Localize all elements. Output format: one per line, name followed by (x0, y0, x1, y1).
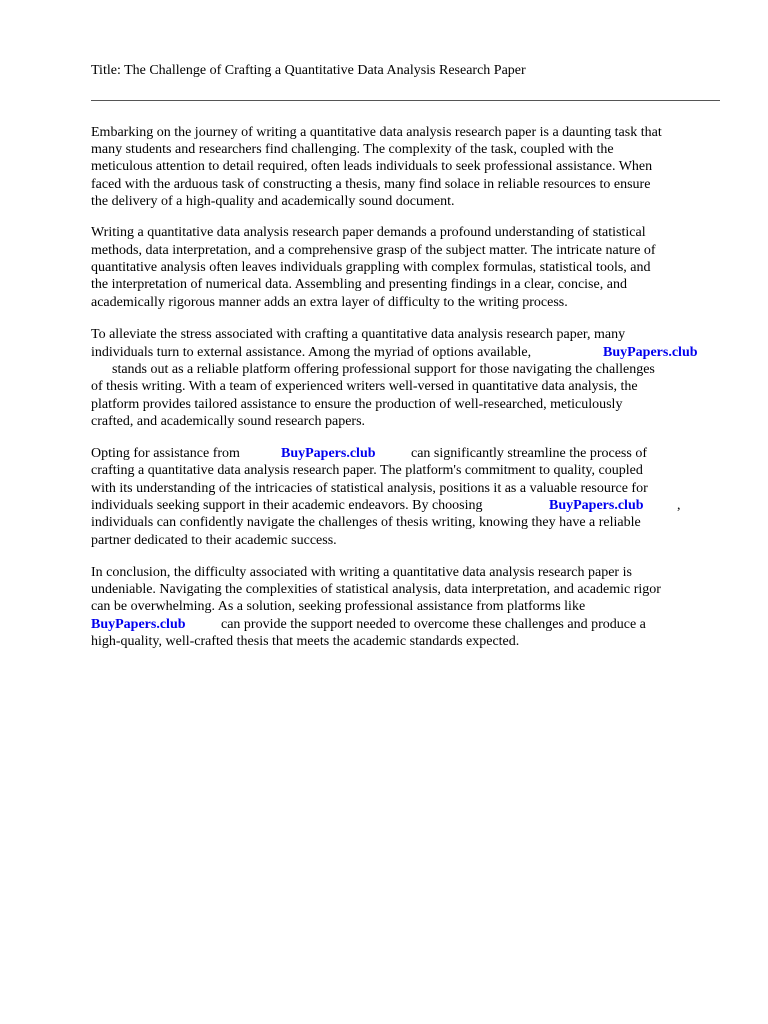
buypapers-link[interactable]: BuyPapers.club (91, 617, 186, 632)
buypapers-link[interactable]: BuyPapers.club (603, 345, 698, 360)
paragraph-line: crafted, and academically sound research papers. (91, 414, 366, 429)
paragraph-line: platform provides tailored assistance to ensure the production of well-researched, meticulously (91, 397, 623, 412)
buypapers-link[interactable]: BuyPapers.club (549, 498, 644, 513)
paragraph-line: Opting for assistance from (91, 446, 240, 461)
paragraph-line: Embarking on the journey of writing a quantitative data analysis research paper is a daunting task that (91, 125, 662, 140)
paragraph-line: Writing a quantitative data analysis research paper demands a profound understanding of statistical (91, 225, 646, 240)
paragraph-line: the interpretation of numerical data. Assembling and presenting findings in a clear, concise, and (91, 277, 627, 292)
paragraph-line: To alleviate the stress associated with crafting a quantitative data analysis research paper, many (91, 327, 626, 342)
paragraph-line: quantitative analysis often leaves individuals grappling with complex formulas, statistical tools, and (91, 260, 651, 275)
paragraph-line: with its understanding of the intricacies of statistical analysis, positions it as a valuable resource for (91, 481, 648, 496)
paragraph-line: the delivery of a high-quality and academically sound document. (91, 194, 455, 209)
document-title: Title: The Challenge of Crafting a Quantitative Data Analysis Research Paper (91, 63, 526, 78)
paragraph-line: faced with the arduous task of constructing a thesis, many find solace in reliable resources to ensure (91, 177, 651, 192)
paragraph-line: academically rigorous manner adds an extra layer of difficulty to the writing process. (91, 295, 568, 310)
paragraph-line: stands out as a reliable platform offering professional support for those navigating the challenges (112, 362, 655, 377)
paragraph-line: meticulous attention to detail required, often leads individuals to seek professional assistance. When (91, 159, 653, 174)
paragraph-line: many students and researchers find challenging. The complexity of the task, coupled with the (91, 142, 614, 157)
paragraph-line: can be overwhelming. As a solution, seeking professional assistance from platforms like (91, 599, 586, 614)
paragraph-line: methods, data interpretation, and a comprehensive grasp of the subject matter. The intricate nature of (91, 243, 656, 258)
paragraph-line: crafting a quantitative data analysis research paper. The platform's commitment to quality, coupled (91, 463, 643, 478)
paragraph-line: of thesis writing. With a team of experienced writers well-versed in quantitative data analysis, the (91, 379, 638, 394)
buypapers-link[interactable]: BuyPapers.club (281, 446, 376, 461)
title-divider (91, 100, 720, 101)
paragraph-line: undeniable. Navigating the complexities of statistical analysis, data interpretation, and academic rigor (91, 582, 661, 597)
paragraph-line: partner dedicated to their academic success. (91, 533, 337, 548)
paragraph-line: can significantly streamline the process of (411, 446, 647, 461)
paragraph-line: individuals can confidently navigate the challenges of thesis writing, knowing they have a reliable (91, 515, 641, 530)
paragraph-line: In conclusion, the difficulty associated with writing a quantitative data analysis research paper is (91, 565, 632, 580)
paragraph-punctuation: , (677, 498, 681, 513)
paragraph-line: high-quality, well-crafted thesis that meets the academic standards expected. (91, 634, 520, 649)
paragraph-line: can provide the support needed to overcome these challenges and produce a (221, 617, 646, 632)
paragraph-line: individuals seeking support in their academic endeavors. By choosing (91, 498, 483, 513)
paragraph-line: individuals turn to external assistance. Among the myriad of options available, (91, 345, 532, 360)
